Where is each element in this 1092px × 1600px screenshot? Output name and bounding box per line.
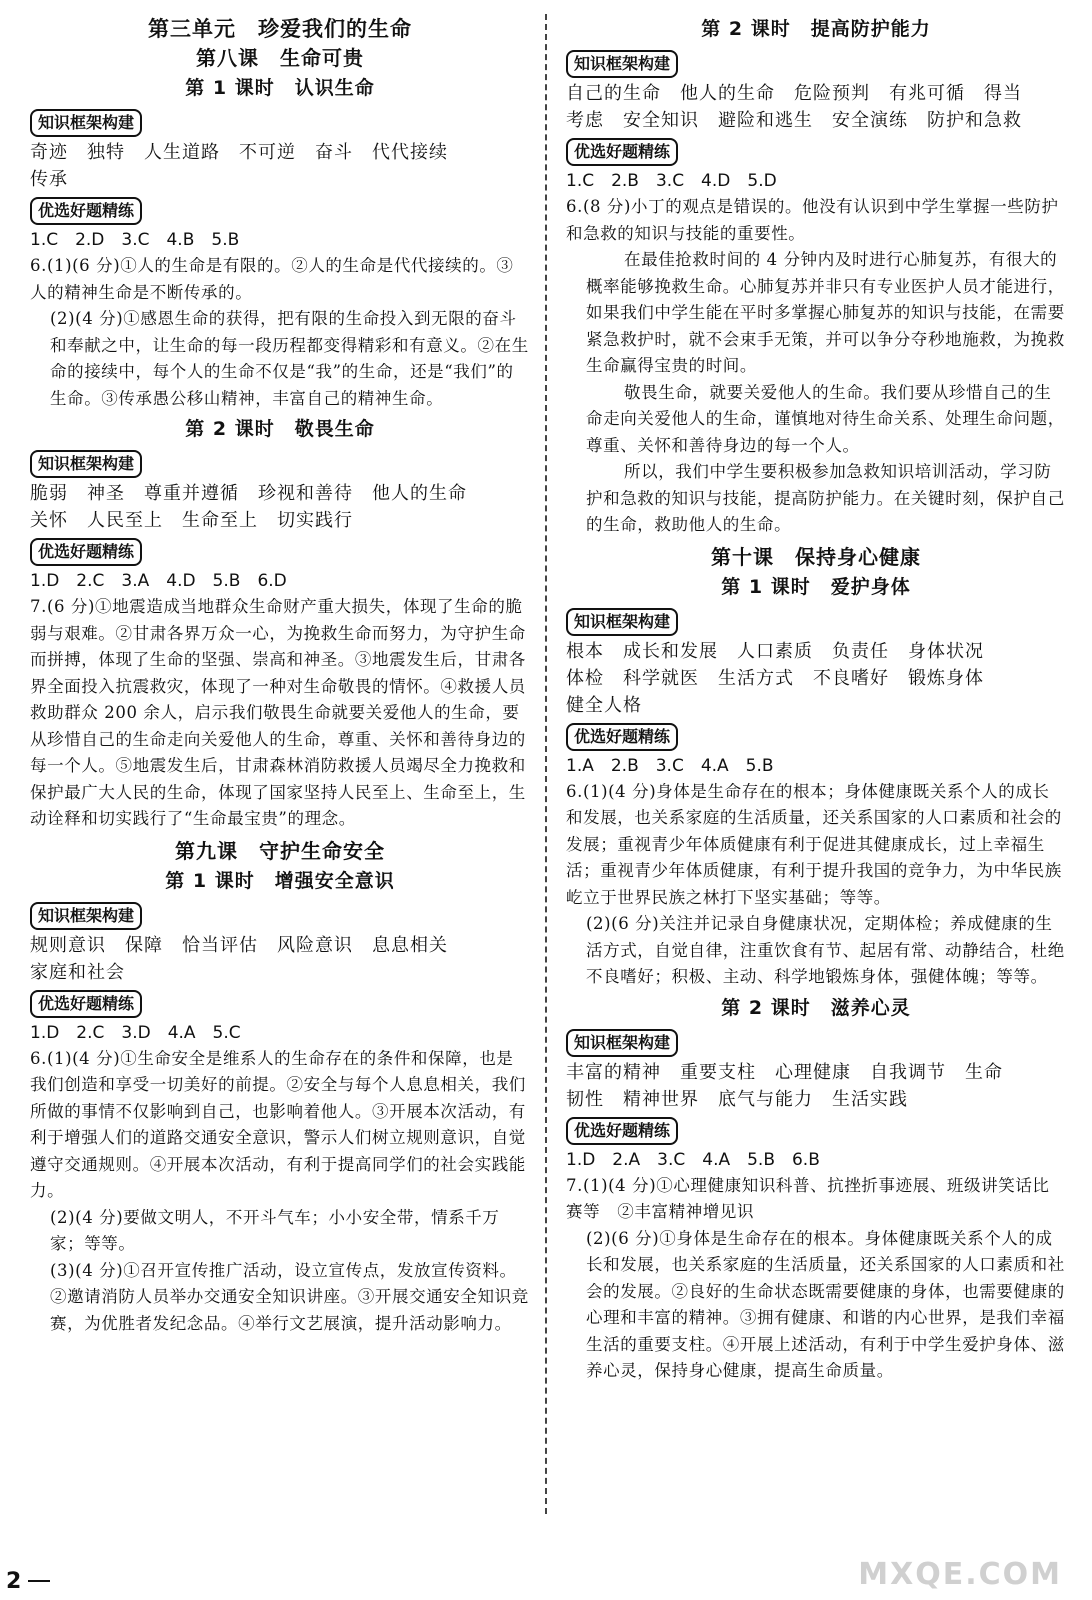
l8s1-practice-tag: 优选好题精练: [30, 197, 142, 225]
l8s1-terms-1: 奇迹 独特 人生道路 不可逆 奋斗 代代接续: [30, 142, 448, 163]
lesson-10-title: 第十课 保持身心健康: [711, 544, 921, 569]
l9s2-framework-tag: 知识框架构建: [566, 50, 678, 78]
l8s2-answers: 1.D 2.C 3.A 4.D 5.B 6.D: [30, 571, 287, 591]
l10s2-title: 第 2 课时 滋养心灵: [721, 996, 911, 1019]
l8s2-terms-2: 关怀 人民至上 生命至上 切实践行: [30, 510, 353, 531]
l8s1-q6-part2: (2)(4 分)①感恩生命的获得，把有限的生命投入到无限的奋斗和奉献之中，让生命的每一段历程都变得精彩和有意义。②在生命的接续中，每个人的生命不仅是“我”的生命，还是“我们”的生命。③传承愚公移山精神，丰富自己的精神生命。: [50, 309, 529, 408]
l8s1-answers: 1.C 2.D 3.C 4.B 5.B: [30, 230, 240, 250]
l8s1-q6-part1: 6.(1)(6 分)①人的生命是有限的。②人的生命是代代接续的。③人的精神生命是不断传承的。: [30, 256, 514, 302]
l8s2-title: 第 2 课时 敬畏生命: [185, 418, 375, 440]
l9s2-q6-para1: 在最佳抢救时间的 4 分钟内及时进行心肺复苏，有很大的概率能够挽救生命。心肺复苏并非只有专业医护人员才能进行，如果我们中学生能在平时多掌握心肺复苏的知识与技能，在需要紧急救护时，就不会束手无策，并可以争分夺秒地施救，为挽救生命赢得宝贵的时间。: [586, 250, 1065, 375]
l9s2-terms-1: 自己的生命 他人的生命 危险预判 有兆可循 得当: [566, 83, 1022, 104]
lesson-8-title: 第八课 生命可贵: [196, 46, 364, 70]
l9s1-practice-tag: 优选好题精练: [30, 990, 142, 1018]
l10s2-answers: 1.D 2.A 3.C 4.A 5.B 6.B: [566, 1149, 820, 1170]
unit-title: 第三单元 珍爱我们的生命: [148, 17, 412, 41]
column-divider: [545, 14, 547, 1514]
l8s1-title: 第 1 课时 认识生命: [185, 77, 375, 99]
l9s2-practice-tag: 优选好题精练: [566, 138, 678, 166]
l10s1-title: 第 1 课时 爱护身体: [721, 575, 911, 598]
l10s1-terms-1: 根本 成长和发展 人口素质 负责任 身体状况: [566, 640, 984, 662]
l10s2-framework-tag: 知识框架构建: [566, 1029, 678, 1057]
l9s1-answers: 1.D 2.C 3.D 4.A 5.C: [30, 1022, 241, 1043]
watermark-logo: MXQE.COM: [858, 1557, 1062, 1592]
l10s1-q6-part1: 6.(1)(4 分)身体是生命存在的根本；身体健康既关系个人的成长和发展，也关系家庭的生活质量，还关系国家的人口素质和社会的发展；重视青少年体质健康有利于促进其健康成长，过上幸福生活；重视青少年体质健康，有利于提升我国的竞争力，为中华民族屹立于世界民族之林打下坚实基础；等等。: [566, 781, 1062, 907]
l8s1-terms-2: 传承: [30, 169, 68, 190]
l10s2-q7-part2: (2)(6 分)①身体是生命存在的根本。身体健康既关系个人的成长和发展，也关系家庭的生活质量，还关系国家的人口素质和社会的发展。②良好的生命状态既需要健康的身体，也需要健康的心理和丰富的精神。③拥有健康、和谐的内心世界，是我们幸福生活的重要支柱。④开展上述活动，有利于中学生爱护身体、滋养心灵，保持身心健康，提高生命质量。: [586, 1228, 1065, 1380]
l9s2-terms-2: 考虑 安全知识 避险和逃生 安全演练 防护和急救: [566, 110, 1022, 131]
l9s1-terms-1: 规则意识 保障 恰当评估 风险意识 息息相关: [30, 934, 448, 956]
lesson-9-title: 第九课 守护生命安全: [175, 838, 385, 863]
l10s1-q6-part2: (2)(6 分)关注并记录自身健康状况，定期体检；养成健康的生活方式，自觉自律，注重饮食有节、起居有常、动静结合，杜绝不良嗜好；积极、主动、科学地锻炼身体，强健体魄；等等。: [586, 914, 1065, 986]
l8s1-framework-tag: 知识框架构建: [30, 109, 142, 137]
l10s1-framework-tag: 知识框架构建: [566, 608, 678, 636]
l10s2-terms-2: 韧性 精神世界 底气与能力 生活实践: [566, 1088, 908, 1110]
l8s2-practice-tag: 优选好题精练: [30, 538, 142, 566]
l10s1-terms-3: 健全人格: [566, 694, 642, 716]
l9s1-framework-tag: 知识框架构建: [30, 902, 142, 930]
l8s2-terms-1: 脆弱 神圣 尊重并遵循 珍视和善待 他人的生命: [30, 483, 467, 504]
l10s2-terms-1: 丰富的精神 重要支柱 心理健康 自我调节 生命: [566, 1061, 1003, 1083]
l9s2-answers: 1.C 2.B 3.C 4.D 5.D: [566, 171, 777, 191]
l10s1-answers: 1.A 2.B 3.C 4.A 5.B: [566, 755, 774, 776]
l9s1-q6-part2: (2)(4 分)要做文明人，不开斗气车；小小安全带，情系千万家；等等。: [50, 1207, 500, 1253]
right-column: [566, 14, 1066, 1385]
l9s2-q6-para3: 所以，我们中学生要积极参加急救知识培训活动，学习防护和急救的知识与技能，提高防护能力。在关键时刻，保护自己的生命，救助他人的生命。: [586, 462, 1065, 534]
l9s1-q6-part1: 6.(1)(4 分)①生命安全是维系人的生命存在的条件和保障，也是我们创造和享受一切美好的前提。②安全与每个人息息相关，我们所做的事情不仅影响到自己，也影响着他人。③开展本次活动，有利于增强人们的道路交通安全意识，警示人们树立规则意识，自觉遵守交通规则。④开展本次活动，有利于提高同学们的社会实践能力。: [30, 1048, 526, 1200]
l10s1-terms-2: 体检 科学就医 生活方式 不良嗜好 锻炼身体: [566, 667, 984, 689]
l9s2-q6-para2: 敬畏生命，就要关爱他人的生命。我们要从珍惜自己的生命走向关爱他人的生命，谨慎地对待生命关系、处理生命问题，尊重、关怀和善待身边的每一个人。: [586, 382, 1065, 455]
l9s1-title: 第 1 课时 增强安全意识: [165, 869, 395, 892]
page-number: 2: [6, 1569, 22, 1594]
l9s2-title: 第 2 课时 提高防护能力: [701, 18, 931, 40]
page-number-rule: [28, 1580, 50, 1582]
l8s2-q7: 7.(6 分)①地震造成当地群众生命财产重大损失，体现了生命的脆弱与艰难。②甘肃各界万众一心，为挽救生命而努力，为守护生命而拼搏，体现了生命的坚强、崇高和神圣。③地震发生后，甘肃各界全面投入抗震救灾，体现了一种对生命敬畏的情怀。④救援人员救助群众 200 余人，启示我们敬畏生命就要关爱他人的生命，要从珍惜自己的生命走向关爱他人的生命，尊重、关怀和善待身边的每一个人。⑤地震发生后，甘肃森林消防救援人员竭尽全力挽救和保护最广大人民的生命，体现了国家坚持人民至上、生命至上，生动诠释和切实践行了“生命最宝贵”的理念。: [30, 597, 526, 828]
left-column: [30, 14, 530, 1337]
l9s2-q6-lead: 6.(8 分)小丁的观点是错误的。他没有认识到中学生掌握一些防护和急救的知识与技能的重要性。: [566, 197, 1059, 243]
l8s2-framework-tag: 知识框架构建: [30, 450, 142, 478]
l9s1-terms-2: 家庭和社会: [30, 961, 125, 983]
l10s2-q7-part1: 7.(1)(4 分)①心理健康知识科普、抗挫折事迹展、班级讲笑话比赛等 ②丰富精神增见识: [566, 1175, 1050, 1221]
l10s2-practice-tag: 优选好题精练: [566, 1117, 678, 1145]
l9s1-q6-part3: (3)(4 分)①召开宣传推广活动，设立宣传点，发放宣传资料。②邀请消防人员举办交通安全知识讲座。③开展交通安全知识竞赛，为优胜者发纪念品。④举行文艺展演，提升活动影响力。: [50, 1260, 529, 1333]
l10s1-practice-tag: 优选好题精练: [566, 723, 678, 751]
